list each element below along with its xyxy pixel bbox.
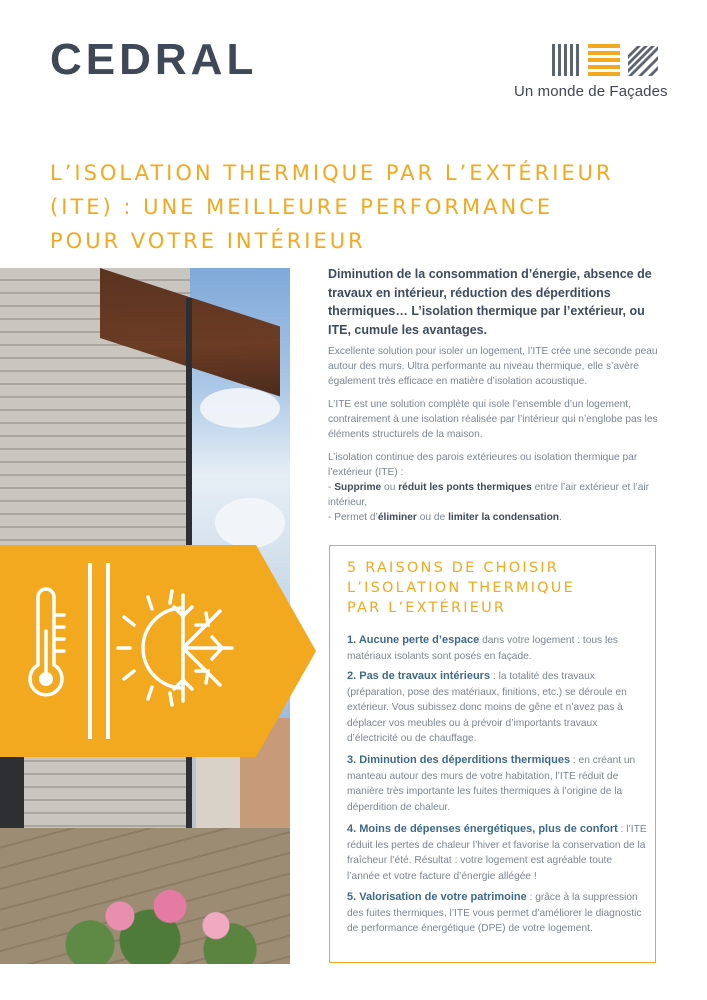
reason-heading: 4. Moins de dépenses énergétiques, plus de confort: [347, 823, 618, 835]
reason-text: dans votre logement : tous les matériaux isolants sont posés en façade.: [347, 635, 619, 662]
reason-text: : en créant un manteau autour des murs de votre habitation, l’ITE réduit de manière très importante les fuites thermiques à l’origine de la déperdition de chaleur.: [347, 755, 636, 813]
emphasis: éliminer: [377, 512, 417, 523]
reason-item: [347, 822, 647, 884]
paragraph-3-intro: L’isolation continue des parois extérieures ou isolation thermique par l’extérieur (ITE) :: [328, 452, 638, 478]
reason-text: : grâce à la suppression des fuites thermiques, l’ITE vous permet d’améliorer le diagnostic de performance énergétique (DPE) de votre logement.: [347, 892, 642, 935]
cloud: [215, 498, 285, 548]
reason-item: [347, 633, 647, 664]
title-line-1: L’ISOLATION THERMIQUE PAR L’EXTÉRIEUR: [50, 161, 614, 185]
reason-text: : l’ITE réduit les pertes de chaleur l’hiver et favorise la conservation de la fraîcheur l’été. Résultat : votre logement est agréable toute l’année et votre facture d’énergie allégée !: [347, 824, 647, 882]
emphasis: limiter la condensation: [448, 512, 560, 523]
stripes-logo-icon: [552, 44, 658, 76]
page-title: [50, 156, 680, 258]
reasons-title-line-2: L’ISOLATION THERMIQUE: [347, 580, 575, 596]
paragraph-2: L’ITE est une solution complète qui isole l’ensemble d’un logement, contrairement à une isolation réalisée par l’intérieur qui n’englobe pas les éléments structurels de la maison.: [328, 399, 658, 440]
reason-item: [347, 753, 647, 815]
brand-logo-text: CEDRAL: [50, 35, 258, 84]
reason-text: : la totalité des travaux (préparation, pose des matériaux, finitions, etc.) se déroule en extérieur. Vous subissez donc moins de gêne et n’avez pas à déplacer vos meubles ou à prévoir d’importants travaux d’électricité ou de chauffage.: [347, 671, 627, 745]
brand-logo: [50, 35, 258, 84]
text: ou: [381, 482, 399, 493]
paragraph-1: Excellente solution pour isoler un logement, l’ITE crée une seconde peau autour des murs. Ultra performante au niveau thermique, elle s’avère également très efficace en matière d’isolation acoustique.: [328, 346, 658, 387]
emphasis: réduit les ponts thermiques: [398, 482, 532, 493]
intro-lead: Diminution de la consommation d’énergie, absence de travaux en intérieur, réduction des déperditions thermiques… L’isolation thermique par l’extérieur, ou ITE, cumule les avantages.: [328, 267, 652, 337]
flowers: [60, 868, 260, 964]
reasons-title: [347, 558, 647, 618]
tagline: Un monde de Façades: [514, 83, 668, 100]
bullet-dash: -: [328, 482, 335, 493]
text: ou de: [416, 512, 449, 523]
cloud: [200, 388, 280, 428]
title-line-2: (ITE) : UNE MEILLEURE PERFORMANCE: [50, 195, 554, 219]
reason-heading: 2. Pas de travaux intérieurs: [347, 670, 491, 682]
reason-item: [347, 890, 647, 937]
reason-heading: 5. Valorisation de votre patrimoine: [347, 891, 527, 903]
paragraph-3: [328, 450, 658, 525]
bullet-dash: - Permet d’: [328, 512, 378, 523]
reason-item: [347, 669, 647, 747]
reasons-box: [329, 545, 656, 963]
text: entre l’air extérieur et l’air intérieur,: [328, 482, 650, 508]
text: .: [559, 512, 562, 523]
reason-heading: 1. Aucune perte d’espace: [347, 634, 480, 646]
reason-heading: 3. Diminution des déperditions thermiques: [347, 754, 571, 766]
emphasis: Supprime: [334, 482, 382, 493]
reasons-title-line-3: PAR L’EXTÉRIEUR: [347, 600, 507, 616]
title-line-3: POUR VOTRE INTÉRIEUR: [50, 229, 366, 253]
reasons-title-line-1: 5 RAISONS DE CHOISIR: [347, 560, 560, 576]
insulation-banner: [0, 545, 316, 757]
